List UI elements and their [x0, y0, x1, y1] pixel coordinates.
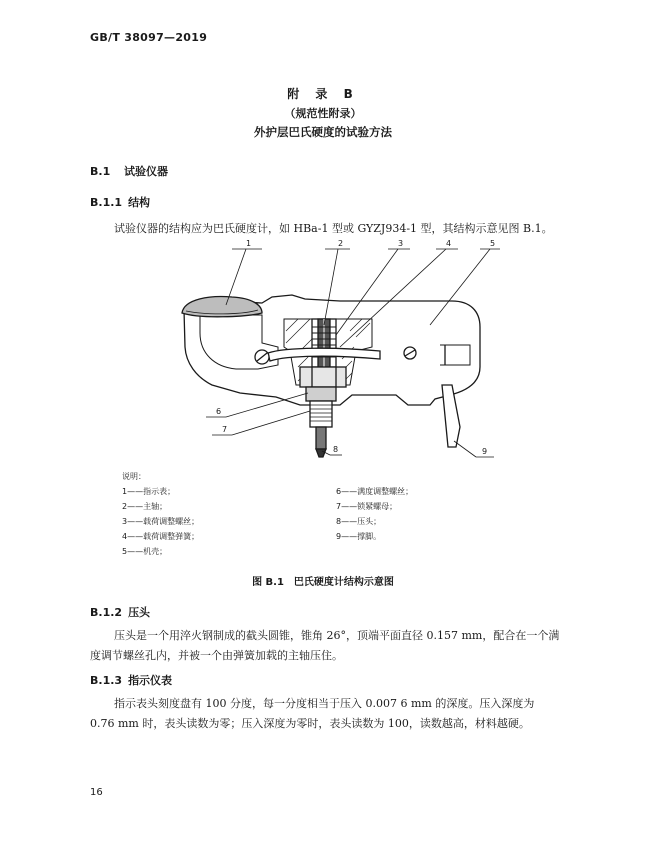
figure-legend-title: 说明：	[122, 472, 146, 481]
paragraph-indenter: 压头是一个用淬火钢制成的截头圆锥，锥角 26°，顶端平面直径 0.157 mm，配合在一个满度调节螺丝孔内，并被一个由弹簧加载的主轴压住。	[90, 629, 560, 662]
legend-item: 7——锁紧螺母；	[336, 502, 398, 511]
legend-item: 1——指示表；	[122, 487, 176, 496]
section-number: B.1.3	[90, 674, 123, 687]
section-number: B.1.2	[90, 606, 123, 619]
annex-title: 外护层巴氏硬度的试验方法	[254, 125, 392, 139]
legend-item: 6——满度调整螺丝；	[336, 487, 414, 496]
section-heading-b1	[90, 163, 168, 179]
section-heading-b1-3	[90, 672, 172, 688]
legend-item: 5——机壳；	[122, 547, 168, 556]
legend-item: 9——撑脚。	[336, 532, 382, 541]
section-title: 指示仪表	[128, 674, 173, 687]
section-title: 试验仪器	[124, 165, 168, 178]
page-number: 16	[90, 787, 103, 798]
callout-1: 1	[246, 239, 252, 248]
section-number: B.1.1	[90, 196, 123, 209]
standard-number: GB/T 38097—2019	[90, 31, 208, 44]
barcol-hardness-tester-diagram	[0, 235, 646, 470]
legend-item: 2——主轴；	[122, 502, 168, 511]
legend-item: 8——压头；	[336, 517, 382, 526]
legend-item: 3——载荷调整螺丝；	[122, 517, 200, 526]
figure-caption: 图 B.1 巴氏硬度计结构示意图	[252, 577, 394, 588]
callout-4: 4	[446, 239, 452, 248]
section-title: 结构	[128, 196, 151, 209]
section-title: 压头	[128, 606, 151, 619]
legend-item: 4——载荷调整弹簧；	[122, 532, 200, 541]
annex-label: 附 录 B	[287, 87, 359, 101]
section-heading-b1-1	[90, 194, 150, 210]
callout-3: 3	[398, 239, 404, 248]
paragraph-structure: 试验仪器的结构应为巴氏硬度计，如 HBa-1 型或 GYZJ934-1 型，其结构示意见图 B.1。	[114, 222, 553, 235]
paragraph-indicator: 指示表头刻度盘有 100 分度，每一分度相当于压入 0.007 6 mm 的深度。压入深度为 0.76 mm 时，表头读数为零；压入深度为零时，表头读数为 100，读数越高，材料越硬。	[90, 697, 535, 730]
figure-legend-left	[122, 484, 199, 559]
section-number: B.1	[90, 165, 111, 178]
callout-7: 7	[222, 425, 228, 434]
callout-6: 6	[216, 407, 222, 416]
callout-9: 9	[482, 447, 488, 456]
figure-legend-right	[336, 484, 413, 544]
callout-2: 2	[338, 239, 344, 248]
callout-8: 8	[333, 445, 339, 454]
callout-5: 5	[490, 239, 496, 248]
section-heading-b1-2	[90, 604, 150, 620]
annex-type: （规范性附录）	[284, 107, 362, 120]
